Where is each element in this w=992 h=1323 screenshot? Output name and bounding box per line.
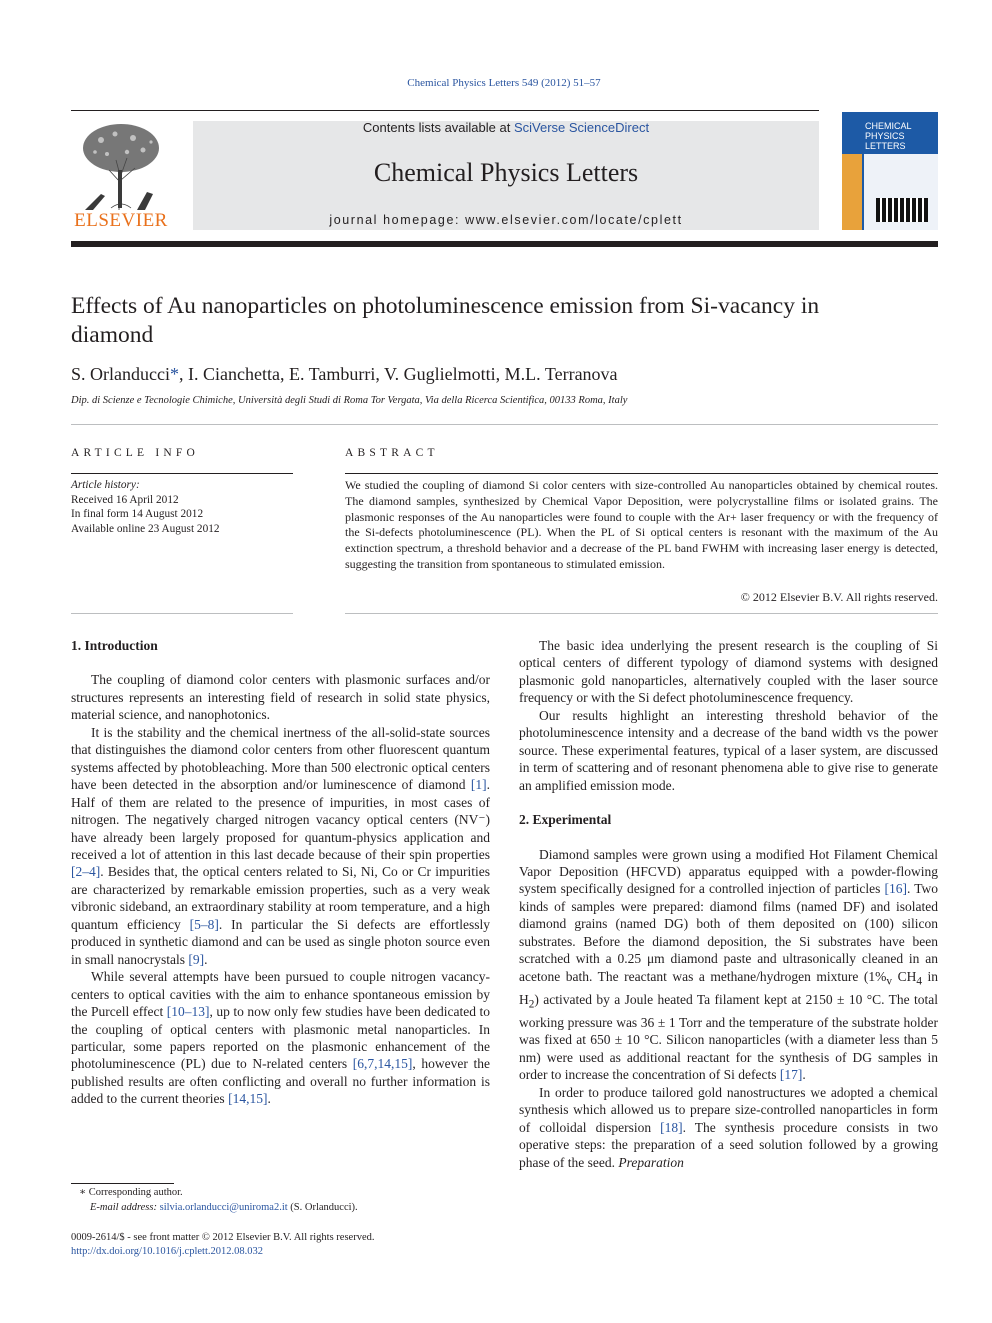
reference-link[interactable]: [10–13] <box>166 1004 210 1020</box>
text: . The synthesis procedure consists in two operative steps: the preparation of a seed solution followed by a growing phase of the seed. <box>519 1119 938 1170</box>
subscript: 4 <box>916 975 922 988</box>
text: . In particular the Si defects are effortlessly produced in synthetic diamond and can be used as single photon source even in small nanocrystals <box>71 916 490 967</box>
divider <box>345 473 938 474</box>
email-name: (S. Orlanducci). <box>287 1201 358 1213</box>
first-author: S. Orlanducci <box>71 364 170 384</box>
text: While several attempts have been pursued to couple nitrogen vacancy-centers to optical cavities with the aim to enhance spontaneous emission by the Purcell effect <box>71 969 490 1020</box>
reference-link[interactable]: [6,7,14,15] <box>352 1056 413 1072</box>
subscript: v <box>886 975 893 988</box>
reference-link[interactable]: [5–8] <box>189 916 219 932</box>
text: in H <box>519 968 938 1007</box>
reference-link[interactable]: [16] <box>884 881 907 897</box>
left-column <box>71 637 490 1108</box>
contents-prefix: Contents lists available at <box>362 120 514 135</box>
text: It is the stability and the chemical inertness of the all-solid-state sources that distinguishes the diamond color centers from other fluorescent quantum systems affected by photobleaching. More than 500 electronic optical centers have been detected in the absorption and/or luminescence of diamond <box>71 724 490 793</box>
reference-link[interactable]: [18] <box>660 1119 683 1135</box>
paragraph: The basic idea underlying the present research is the coupling of Si optical centers of different typology of diamond systems with designed plasmonic gold nanoparticles, alternatively coupled with the laser source frequency or with the Si defect photoluminescence frequency. <box>519 638 938 706</box>
right-column <box>519 637 938 1171</box>
reference-link[interactable]: [2–4] <box>71 864 101 880</box>
corresponding-author-note: ∗ Corresponding author. <box>79 1187 183 1198</box>
text: ) activated by a Joule heated Ta filament kept at 2150 ± 10 °C. The total working pressure was 36 ± 1 Torr and the temperature of the substrate holder was fixed at 650 ± 10 °C. Silicon nanoparticles (with a diameter less than 5 nm) were used as additional reactant for the synthesis of DG samples in order to increase the concentration of Si defects <box>519 991 938 1083</box>
header-rule <box>71 110 819 111</box>
section-heading-experimental: 2. Experimental <box>519 812 612 828</box>
email-line <box>71 1201 490 1216</box>
journal-cover[interactable] <box>842 112 938 230</box>
elsevier-logo[interactable] <box>71 118 171 232</box>
journal-name: Chemical Physics Letters <box>373 158 639 187</box>
divider <box>71 613 293 614</box>
final-form-date: In final form 14 August 2012 <box>71 508 204 520</box>
article-info-label: ARTICLE INFO <box>71 447 199 459</box>
cover-title <box>865 121 912 151</box>
copyright: © 2012 Elsevier B.V. All rights reserved. <box>740 590 938 604</box>
paragraph: The coupling of diamond color centers with plasmonic surfaces and/or structures represents an interesting field of research in solid state physics, material science, and nanophotonics. <box>71 672 490 723</box>
elsevier-tree-icon <box>71 120 171 212</box>
other-authors: , I. Cianchetta, E. Tamburri, V. Guglielmotti, M.L. Terranova <box>178 364 618 384</box>
journal-citation[interactable]: Chemical Physics Letters 549 (2012) 51–57 <box>407 77 601 89</box>
journal-homepage[interactable]: journal homepage: www.elsevier.com/locate/cplett <box>329 213 683 227</box>
article-history <box>71 478 293 536</box>
paragraph <box>71 724 490 968</box>
paragraph <box>519 1084 938 1171</box>
text: CH <box>892 968 917 984</box>
author-list <box>71 364 618 385</box>
subscript: 2 <box>528 998 535 1011</box>
footnote-rule <box>71 1183 174 1184</box>
text: Diamond samples were grown using a modified Hot Filament Chemical Vapor Deposition (HFCVD) apparatus equipped with a powder-flowing system specifically designed for a controlled injection of particles <box>519 846 938 897</box>
divider <box>71 473 293 474</box>
text: . Two kinds of samples were prepared: diamond films (named DF) and isolated diamond grains (named DG) both of them deposited on (100) silicon substrates. Before the diamond deposition, the Si substrates have been scratched with a 0.25 μm diamond paste and ultrasonically cleaned in an acetone bath. The reactant was a methane/hydrogen mixture (1% <box>519 881 939 984</box>
reference-link[interactable]: [9] <box>188 951 205 967</box>
email-label: E-mail address: <box>90 1201 160 1213</box>
text: In order to produce tailored gold nanostructures we adopted a chemical synthesis which allowed us to prepare size-controlled nanoparticles in form of colloidal dispersion <box>519 1084 938 1135</box>
cover-title-line: CHEMICAL <box>865 121 912 131</box>
corresponding-star[interactable]: * <box>169 364 179 384</box>
journal-banner <box>193 121 819 230</box>
text: , however the published results are often conflicting and overall no further information is added to the current theories <box>71 1056 490 1107</box>
divider <box>71 424 938 425</box>
footnote <box>71 1186 490 1215</box>
issn-block <box>71 1231 490 1259</box>
affiliation: Dip. di Scienze e Tecnologie Chimiche, Università degli Studi di Roma Tor Vergata, Via della Ricerca Scientifica, 00133 Roma, Italy <box>71 395 628 406</box>
cover-strip <box>842 154 862 230</box>
text: , up to now only few studies have been dedicated to the coupling of optical centers with plasmonic metal nanoparticles. In particular, some papers reported on the plasmonic enhancement of the photoluminescence (PL) due to N-related centers <box>71 1004 490 1072</box>
cover-barcode <box>876 198 928 222</box>
elsevier-wordmark: ELSEVIER <box>74 210 168 231</box>
text: . <box>267 1091 271 1107</box>
cover-inner <box>864 154 938 230</box>
history-label: Article history: <box>71 479 140 491</box>
text: . Half of them are related to the presence of impurities, in most cases of nitrogen. The negatively charged nitrogen vacancy optical centers (NV⁻) have already been largely proposed for quantum-physics application and received a lot of attention in this last decade because of their spin properties <box>71 777 490 862</box>
email-link[interactable]: silvia.orlanducci@uniroma2.it <box>159 1201 288 1213</box>
abstract-label: ABSTRACT <box>345 447 439 459</box>
sciencedirect-link[interactable]: SciVerse ScienceDirect <box>513 120 650 135</box>
reference-link[interactable]: [1] <box>470 777 487 793</box>
doi-link[interactable]: http://dx.doi.org/10.1016/j.cplett.2012.08.032 <box>71 1246 264 1257</box>
paper-title: Effects of Au nanoparticles on photoluminescence emission from Si-vacancy in diamond <box>71 293 820 348</box>
paragraph <box>519 846 938 1084</box>
italic-text: Preparation <box>618 1154 684 1170</box>
issn-line: 0009-2614/$ - see front matter © 2012 Elsevier B.V. All rights reserved. <box>71 1232 375 1243</box>
header-thick-rule <box>71 241 938 247</box>
reference-link[interactable]: [14,15] <box>228 1091 268 1107</box>
section-heading-introduction: 1. Introduction <box>71 638 158 653</box>
cover-title-line: PHYSICS <box>865 131 905 141</box>
online-date: Available online 23 August 2012 <box>71 522 220 535</box>
divider <box>345 613 938 614</box>
paragraph: Our results highlight an interesting threshold behavior of the photoluminescence intensity and a decrease of the band width vs the power source. These experimental features, typical of a laser system, are discussed in term of scattering and of resonant phenomena able to give rise to generate an amplified emission mode. <box>519 707 938 793</box>
cover-title-line: LETTERS <box>865 141 906 151</box>
abstract-text: We studied the coupling of diamond Si color centers with size-controlled Au nanoparticles obtained by chemical routes. The diamond samples, synthesized by Chemical Vapor Deposition, were polycrystalline films or isolated grains. The plasmonic responses of the Au nanoparticles were found to couple with the Ar+ laser frequency or with the frequency of the Si-defects photoluminescence (PL). When the PL of Si optical centers is resonant with the maximum of the Au extinction spectrum, a threshold behavior and a decrease of the PL band FWHM with increasing laser energy is detected, suggesting the transition from spontaneous to stimulated emission. <box>345 478 938 571</box>
text: . Besides that, the optical centers related to Si, Ni, Co or Cr impurities are characterized by remarkable emission properties, such as a very weak vibronic sideband, an extraordinary stability at room temperature, and a high quantum efficiency <box>71 864 490 932</box>
text: . <box>204 951 208 967</box>
reference-link[interactable]: [17] <box>779 1067 803 1083</box>
received-date: Received 16 April 2012 <box>71 493 179 506</box>
paragraph <box>71 968 490 1108</box>
text: . <box>802 1067 806 1083</box>
contents-line <box>193 121 819 135</box>
